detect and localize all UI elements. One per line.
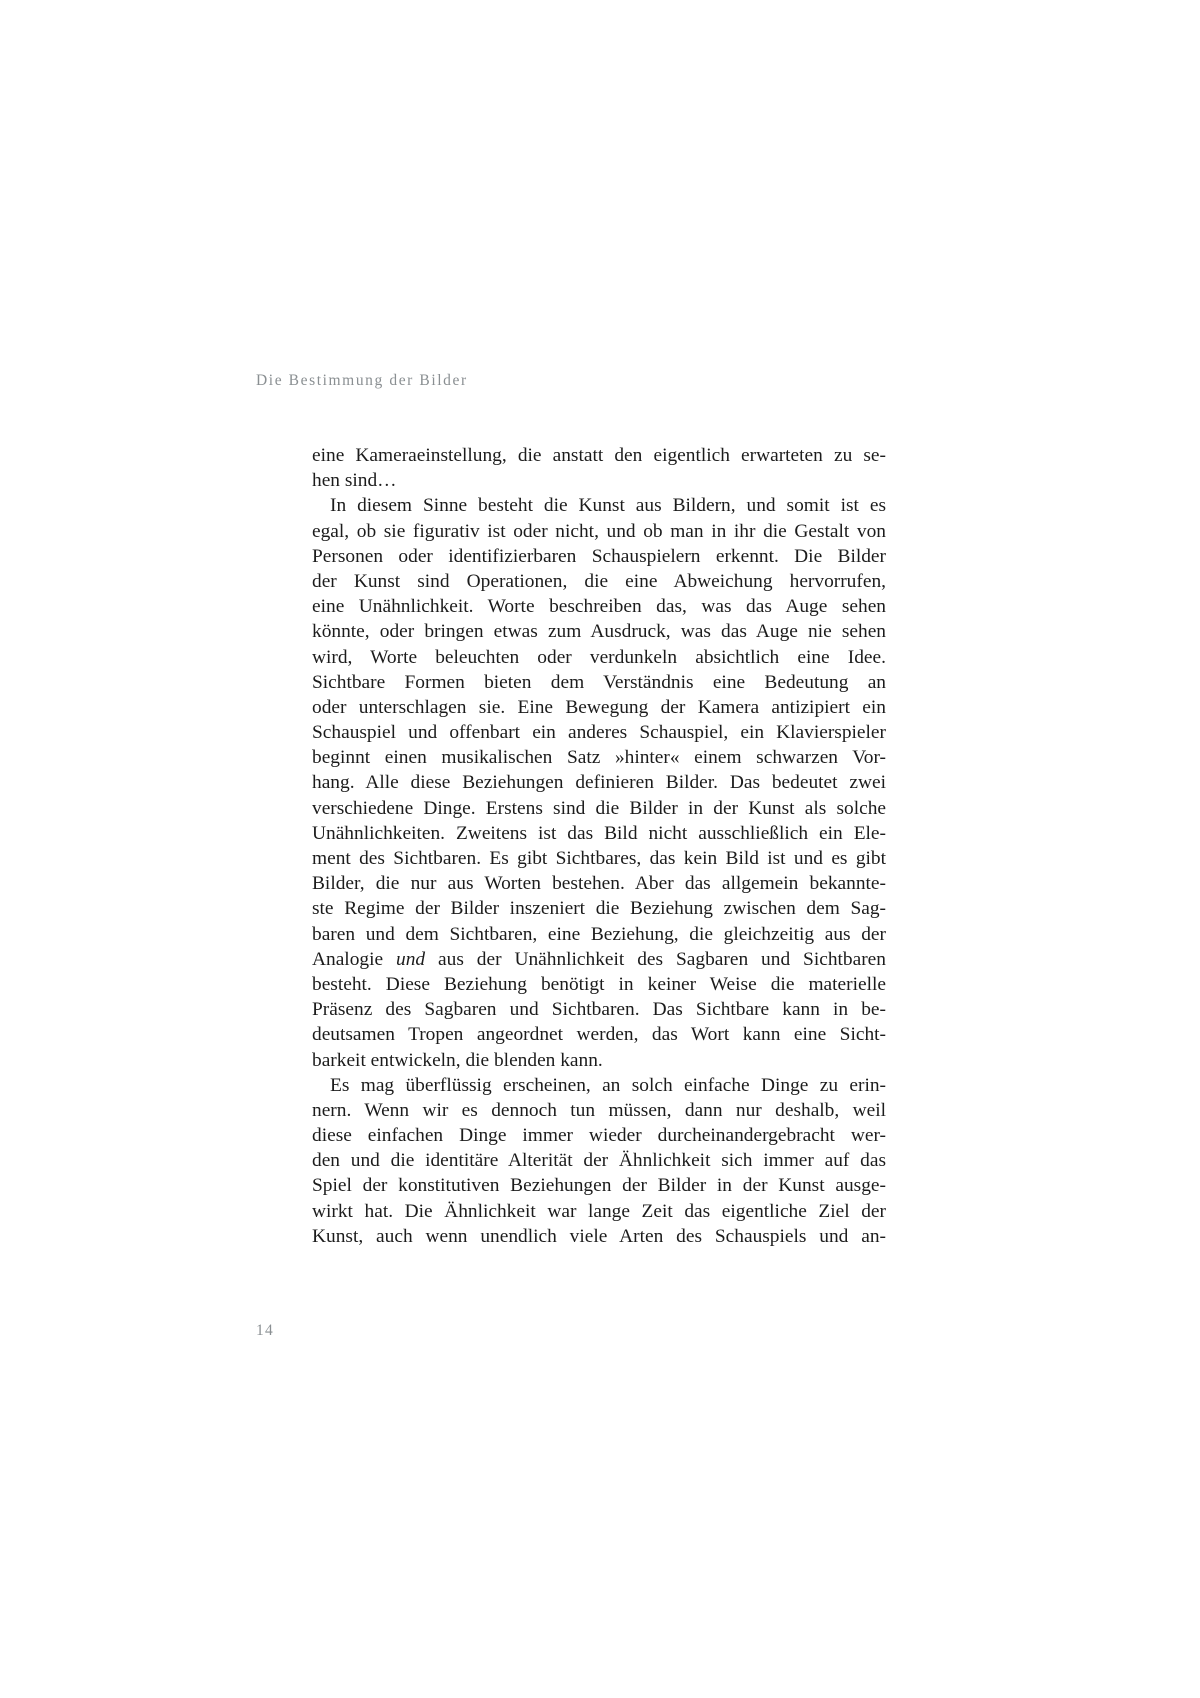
text-line: besteht. Diese Beziehung benötigt in keiner Weise die materielle	[312, 973, 886, 995]
text-line	[312, 947, 886, 972]
text-line: hang. Alle diese Beziehungen definieren Bilder. Das bedeutet zwei	[312, 772, 886, 794]
page-number: 14	[256, 1322, 274, 1339]
text-line: Unähnlichkeiten. Zweitens ist das Bild nicht ausschließlich ein Ele-	[312, 822, 886, 844]
text-line: Schauspiel und offenbart ein anderes Schauspiel, ein Klavierspieler	[312, 722, 886, 744]
text-line: könnte, oder bringen etwas zum Ausdruck, was das Auge nie sehen	[312, 621, 886, 643]
emphasized-word: und	[396, 948, 426, 970]
text-line: egal, ob sie figurativ ist oder nicht, und ob man in ihr die Gestalt von	[312, 520, 886, 542]
text-line: barkeit entwickeln, die blenden kann.	[312, 1049, 603, 1071]
text-segment: Analogie	[312, 948, 396, 970]
text-line: In diesem Sinne besteht die Kunst aus Bildern, und somit ist es	[330, 495, 886, 517]
text-line: Kunst, auch wenn unendlich viele Arten des Schauspiels und an-	[312, 1225, 886, 1247]
text-line: ment des Sichtbaren. Es gibt Sichtbares, das kein Bild ist und es gibt	[312, 848, 886, 869]
text-line: den und die identitäre Alterität der Ähnlichkeit sich immer auf das	[312, 1150, 886, 1172]
text-line: Präsenz des Sagbaren und Sichtbaren. Das Sichtbare kann in be-	[312, 999, 886, 1021]
text-line: Es mag überflüssig erscheinen, an solch einfache Dinge zu erin-	[330, 1074, 886, 1096]
text-line: nern. Wenn wir es dennoch tun müssen, dann nur deshalb, weil	[312, 1099, 886, 1121]
text-line: verschiedene Dinge. Erstens sind die Bilder in der Kunst als solche	[312, 797, 886, 819]
text-line: Sichtbare Formen bieten dem Verständnis eine Bedeutung an	[312, 671, 886, 693]
text-line: wirkt hat. Die Ähnlichkeit war lange Zeit das eigentliche Ziel der	[312, 1200, 886, 1222]
text-line: wird, Worte beleuchten oder verdunkeln absichtlich eine Idee.	[312, 646, 886, 668]
text-line: Spiel der konstitutiven Beziehungen der Bilder in der Kunst ausge-	[312, 1175, 886, 1197]
text-segment: aus der Unähnlichkeit des Sagbaren und Sichtbaren	[425, 948, 886, 970]
text-line: Personen oder identifizierbaren Schauspielern erkennt. Die Bilder	[312, 545, 886, 567]
text-line: beginnt einen musikalischen Satz »hinter« einem schwarzen Vor-	[312, 747, 886, 769]
text-line: baren und dem Sichtbaren, eine Beziehung, die gleichzeitig aus der	[312, 923, 886, 945]
running-head: Die Bestimmung der Bilder	[256, 372, 468, 389]
text-line: ste Regime der Bilder inszeniert die Beziehung zwischen dem Sag-	[312, 898, 886, 920]
text-line: diese einfachen Dinge immer wieder durcheinandergebracht wer-	[312, 1125, 886, 1147]
text-line: eine Kameraeinstellung, die anstatt den eigentlich erwarteten zu se-	[312, 445, 886, 466]
text-line: Bilder, die nur aus Worten bestehen. Aber das allgemein bekannte-	[312, 873, 886, 895]
text-line: oder unterschlagen sie. Eine Bewegung der Kamera antizipiert ein	[312, 696, 886, 718]
text-line: der Kunst sind Operationen, die eine Abweichung hervorrufen,	[312, 570, 886, 592]
text-line: hen sind…	[312, 470, 397, 492]
body-text	[312, 443, 886, 1249]
text-line: eine Unähnlichkeit. Worte beschreiben das, was das Auge sehen	[312, 596, 886, 618]
text-line: deutsamen Tropen angeordnet werden, das Wort kann eine Sicht-	[312, 1024, 886, 1046]
